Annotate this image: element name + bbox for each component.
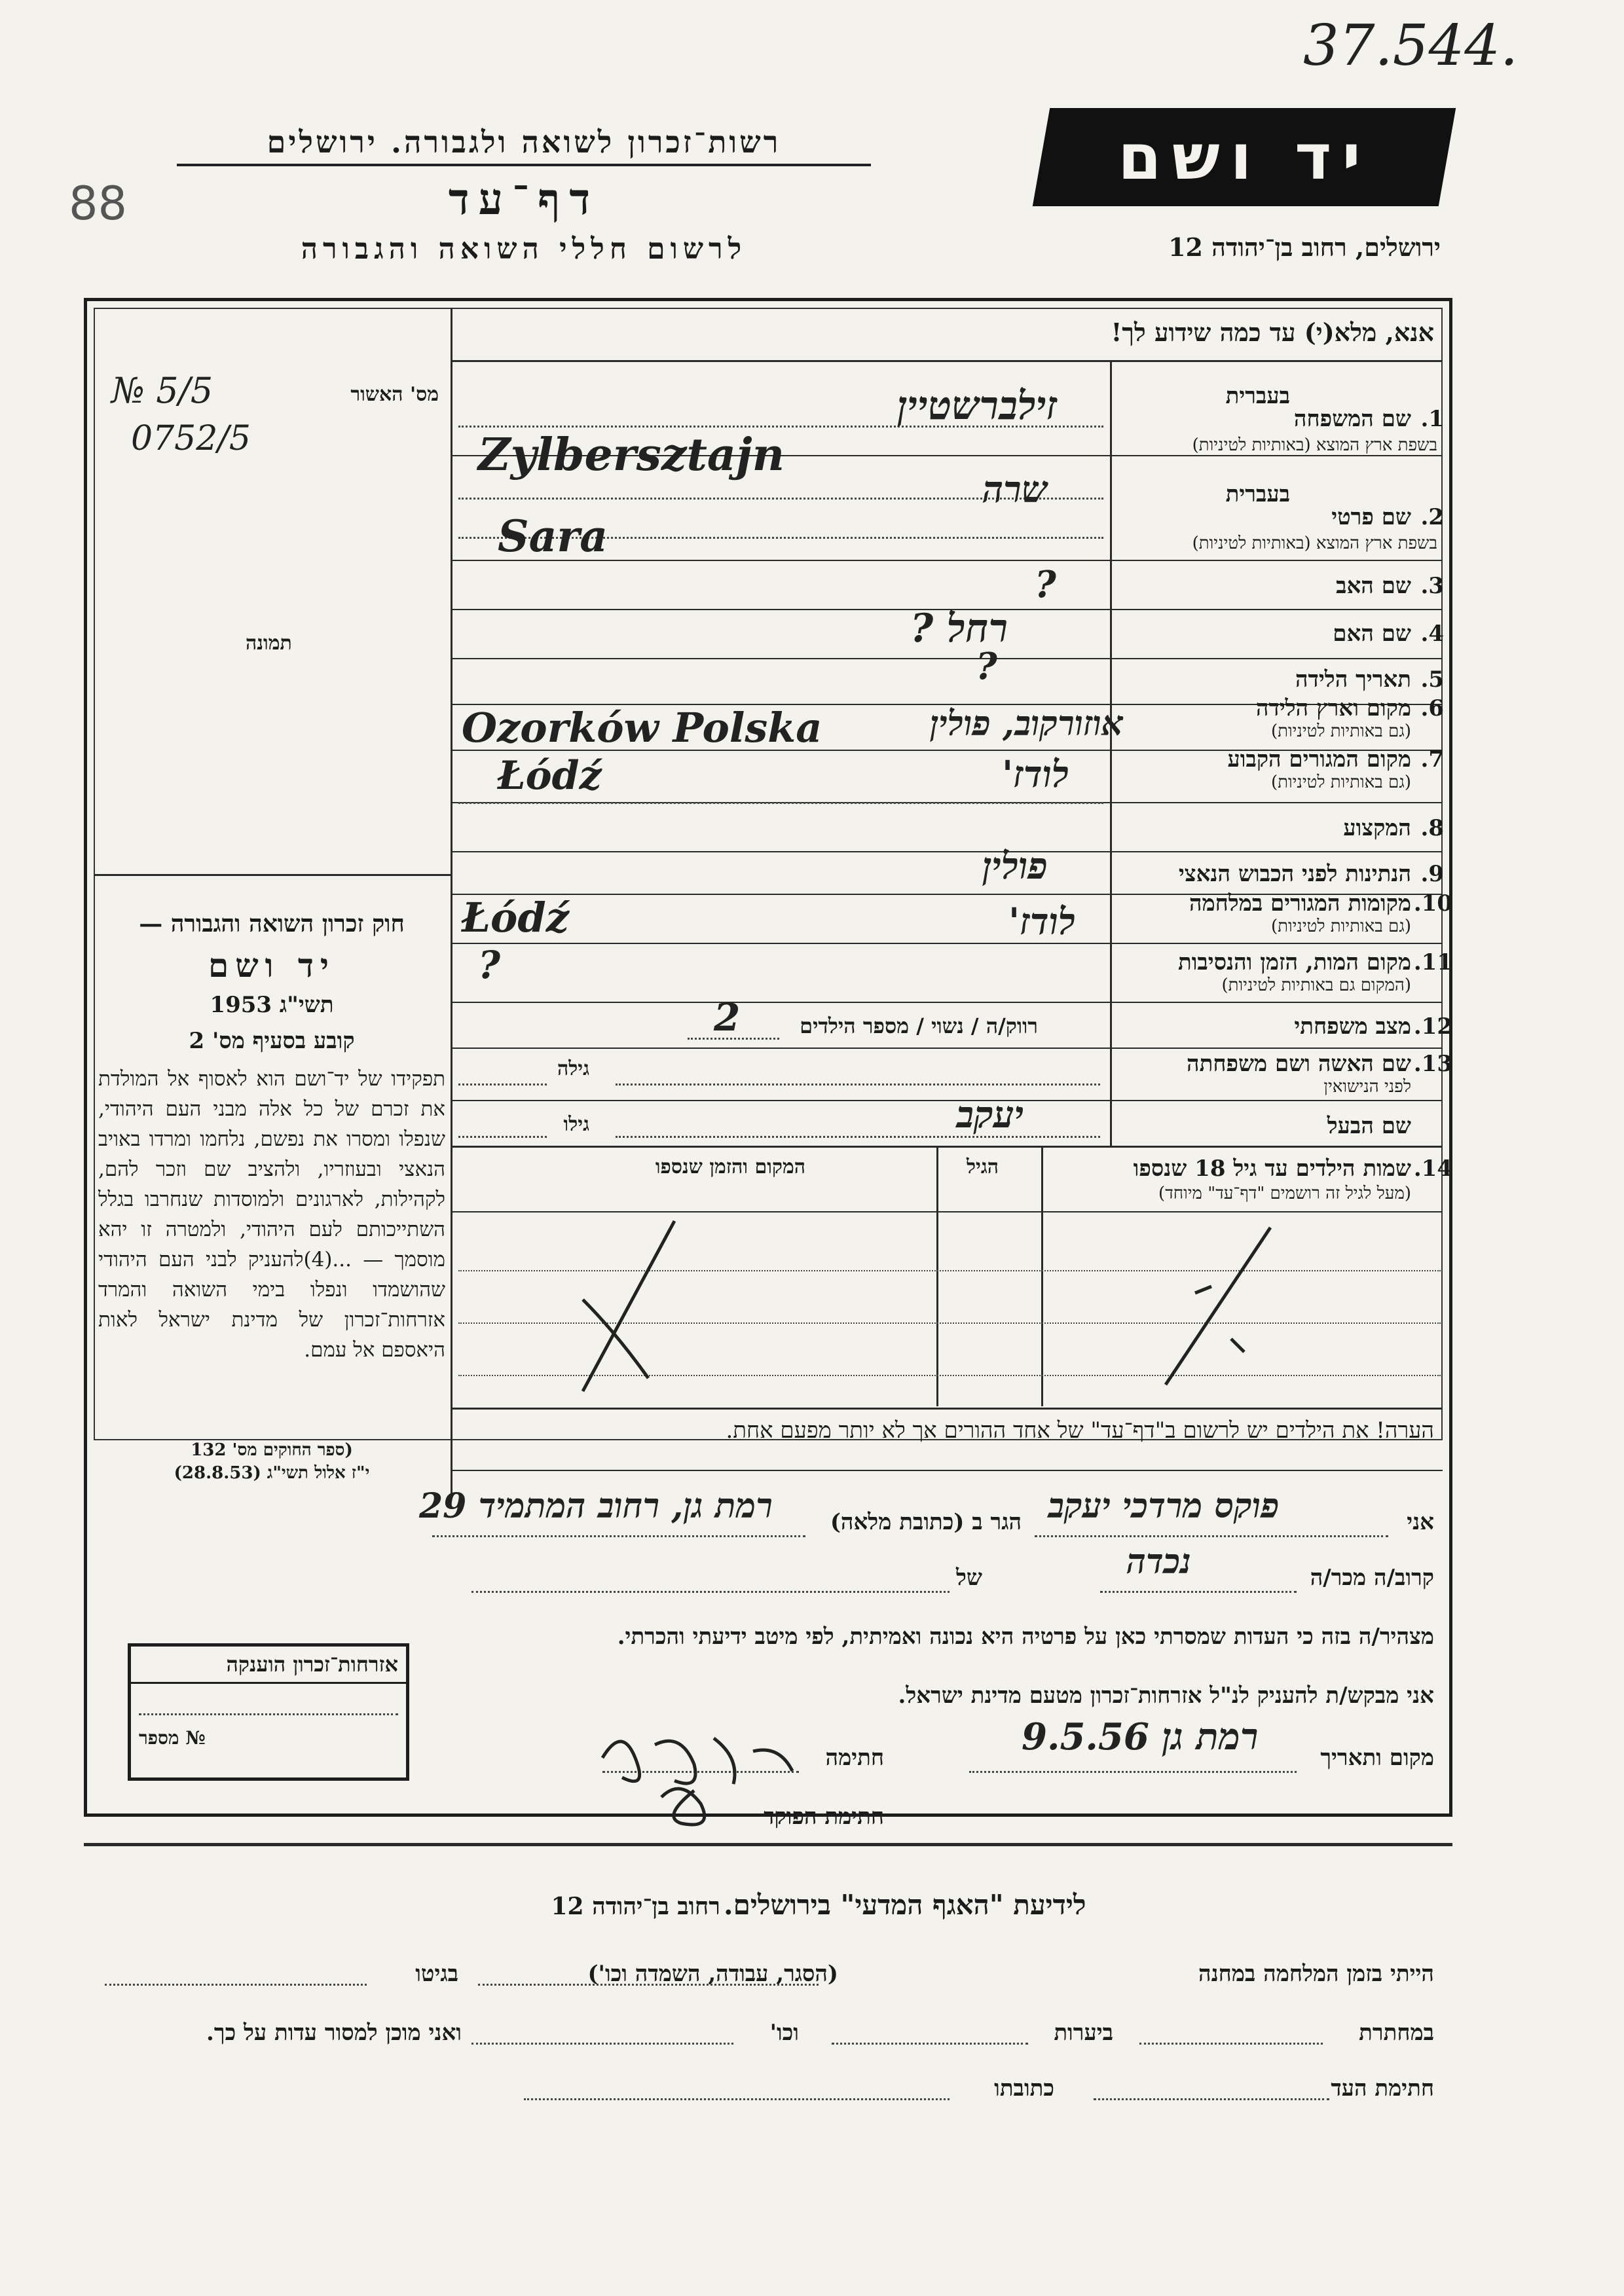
margin-number: 88 bbox=[69, 177, 128, 230]
field-6-label: מקום וארץ הלידה bbox=[1255, 695, 1411, 721]
research-line2-a: במחתרת bbox=[1359, 2020, 1434, 2046]
approval-number-2: 0752/5 bbox=[131, 419, 251, 458]
law-ref-1: (ספר החוקים מס' 132 bbox=[191, 1440, 353, 1460]
logo-text: יד ושם bbox=[1117, 120, 1371, 194]
field-7-label: מקום המגורים הקבוע bbox=[1227, 746, 1411, 773]
research-line2-d: ואני מוכן למסור עדות על כך. bbox=[206, 2020, 462, 2046]
law-clause: קובע בסעיף מס' 2 bbox=[189, 1028, 355, 1054]
children-label: שמות הילדים עד גיל 18 שנספו bbox=[1133, 1156, 1411, 1182]
field-7-number: 7. bbox=[1420, 746, 1444, 773]
wife-age-label: גילה bbox=[557, 1057, 589, 1080]
research-line1-a: הייתי בזמן המלחמה במחנה bbox=[1198, 1961, 1434, 1987]
law-year-row bbox=[98, 992, 445, 1018]
research-line2-c: וכו' bbox=[769, 2020, 799, 2046]
form-title: דף־עד bbox=[448, 173, 600, 225]
wartime-residence-latin: Łódź bbox=[462, 894, 569, 941]
residence-hebrew: לודז' bbox=[1002, 753, 1069, 796]
field-3-label: שם האב bbox=[1336, 573, 1411, 599]
declarant-name: פוקס מרדכי יעקב bbox=[1048, 1486, 1280, 1526]
field-1-label: שם המשפחה bbox=[1293, 406, 1411, 432]
field-1-sub: בשפת ארץ המוצא (באותיות לטיניות) bbox=[1192, 435, 1437, 455]
field-11-number: 11. bbox=[1413, 949, 1452, 975]
death-place: ? bbox=[478, 943, 500, 987]
children-count: 2 bbox=[714, 995, 741, 1040]
children-col-age: הגיל bbox=[966, 1156, 999, 1178]
children-sub: (מעל לגיל זה רושמים "דף־עד" מיוחד) bbox=[1158, 1184, 1411, 1203]
first-name-hebrew: שרה bbox=[982, 468, 1048, 511]
mother-name: רחל ? bbox=[910, 606, 1008, 651]
field-10-sub: (גם באותיות לטיניות) bbox=[1270, 917, 1411, 936]
field-12-number: 12. bbox=[1413, 1013, 1452, 1040]
law-name: יד ושם bbox=[208, 946, 335, 985]
relation-value: נכדה bbox=[1126, 1542, 1192, 1582]
law-text: תפקידו של יד־ושם הוא לאסוף אל המולדת את זכרם של כל אלה מבני העם היהודי, שנפלו ומסרו את נפשם, נלחמו ומרדו באויב הנאצי ובעוזריו, ולהציב שם וזכר להם, לקהילות, לארגונים ולמוסדות שנחרבו בגלל השתייכותם לעם היהודי, ולמטרה זו יהא מוסמך — ...(4)להעניק לבני העם היהודי שהושמדו ונפלו בימי השואה והמרד אזרחות־זכרון של מדינת ישראל לאות היאספם אל עמם. bbox=[98, 1067, 445, 1362]
research-title: לידיעת "האגף המדעי" בירושלים. bbox=[723, 1889, 1086, 1921]
field-2-label: שם פרטי bbox=[1331, 504, 1411, 530]
law-title: חוק זכרון השואה והגבורה — bbox=[139, 910, 405, 938]
declarant-address: רמת גן, רחוב המתמיד 29 bbox=[419, 1486, 773, 1526]
research-line1-c: בגיטו bbox=[415, 1961, 458, 1987]
field-11-label: מקום המות, הזמן והנסיבות bbox=[1177, 949, 1411, 975]
field-9-number: 9. bbox=[1420, 861, 1444, 887]
field-2-number: 2. bbox=[1420, 504, 1444, 530]
relative-label: קרוב/ה מכר/ה bbox=[1310, 1565, 1434, 1591]
father-name: ? bbox=[1035, 563, 1056, 606]
field-13-label: שם האשה ושם משפחתה bbox=[1187, 1051, 1411, 1077]
field-10-label: מקומות המגורים במלחמה bbox=[1189, 890, 1411, 917]
children-note: הערה! את הילדים יש לרשום ב"דף־עד" של אחד ההורים אך לא יותר מפעם אחת. bbox=[726, 1417, 1434, 1444]
field-13-number: 13. bbox=[1413, 1051, 1452, 1077]
law-year-hebrew: תשי"ג bbox=[279, 992, 334, 1018]
field-6-number: 6. bbox=[1420, 695, 1444, 721]
archive-number: 37.544. bbox=[1303, 13, 1519, 79]
research-line3-b: כתובתו bbox=[994, 2075, 1054, 2102]
research-line2-b: ביערות bbox=[1054, 2020, 1113, 2046]
first-name-latin: Sara bbox=[498, 511, 608, 562]
declaration-statement: מצהיר/ה בזה כי העדות שמסרתי כאן על פרטיה היא נכונה ואמיתית, לפי מיטב ידיעתי והכרתי. bbox=[617, 1624, 1434, 1650]
field-1-heb-label: בעברית bbox=[1225, 383, 1290, 409]
children-number: 14. bbox=[1413, 1156, 1452, 1182]
signature-label: חתימה bbox=[825, 1745, 884, 1771]
field-7-sub: (גם באותיות לטיניות) bbox=[1270, 773, 1411, 792]
field-4-label: שם האם bbox=[1333, 621, 1411, 647]
instruction: אנא, מלא(י) עד כמה שידוע לך! bbox=[1111, 318, 1434, 347]
children-strike-marks bbox=[452, 1214, 1441, 1404]
yad-vashem-logo bbox=[1033, 108, 1456, 206]
approval-number: № 5/5 bbox=[111, 370, 213, 411]
field-1-number: 1. bbox=[1420, 406, 1444, 432]
law-year: 1953 bbox=[210, 992, 272, 1018]
field-3-number: 3. bbox=[1420, 573, 1444, 599]
place-date-value: רמת גן 9.5.56 bbox=[1022, 1715, 1259, 1758]
declarant-i-label: אני bbox=[1407, 1509, 1434, 1535]
field-4-number: 4. bbox=[1420, 621, 1444, 647]
form-subtitle: לרשום חללי השואה והגבורה bbox=[301, 232, 747, 266]
citizenship-number-label: № מספר bbox=[139, 1727, 206, 1749]
of-label: של bbox=[956, 1565, 982, 1591]
birth-place-latin: Ozorków Polska bbox=[462, 704, 822, 752]
research-title-row bbox=[458, 1889, 1179, 1922]
org-title: רשות־זכרון לשואה ולגבורה. ירושלים bbox=[177, 124, 871, 166]
place-date-label: מקום ותאריך bbox=[1320, 1745, 1434, 1771]
research-line3-a: חתימת העד bbox=[1331, 2075, 1434, 2102]
research-line1-b: (הסגר, עבודה, השמדה וכו') bbox=[587, 1961, 838, 1987]
approval-label: מס' האשור bbox=[350, 383, 439, 406]
field-5-number: 5. bbox=[1420, 666, 1444, 693]
residence-latin: Łódź bbox=[498, 753, 602, 799]
children-col-place: המקום והזמן שנספו bbox=[655, 1156, 805, 1178]
citizenship-box bbox=[128, 1643, 409, 1781]
field-8-label: המקצוע bbox=[1343, 815, 1411, 841]
birth-place-hebrew: אוזורקוב, פולין bbox=[930, 704, 1124, 744]
declaration-request: אני מבקש/ת להעניק לנ"ל אזרחות־זכרון מטעם מדינת ישראל. bbox=[898, 1683, 1434, 1709]
field-8-number: 8. bbox=[1420, 815, 1444, 841]
citizenship-box-title: אזרחות־זכרון הוענקה bbox=[131, 1647, 406, 1684]
field-11-sub: (המקום גם באותיות לטיניות) bbox=[1221, 975, 1411, 995]
officer-signature-label: חתימת הפוקד bbox=[764, 1804, 884, 1830]
residing-label: הגר ב (כתובת מלאה) bbox=[830, 1509, 1022, 1535]
field-12-label: מצב משפחתי bbox=[1294, 1013, 1411, 1040]
husband-label: שם הבעל bbox=[1327, 1113, 1411, 1139]
family-name-hebrew: זילברשטיין bbox=[897, 383, 1058, 429]
wartime-residence-hebrew: לודז' bbox=[1008, 900, 1076, 943]
birth-date: ? bbox=[976, 645, 997, 688]
header-address: ירושלים, רחוב בן־יהודה 12 bbox=[1168, 232, 1441, 262]
field-13-sub: לפני הנישואין bbox=[1323, 1077, 1411, 1097]
field-10-number: 10. bbox=[1413, 890, 1452, 917]
field-5-label: תאריך הלידה bbox=[1295, 666, 1411, 693]
field-2-heb-label: בעברית bbox=[1225, 481, 1290, 507]
field-9-label: הנתינות לפני הכבוש הנאצי bbox=[1178, 861, 1411, 887]
family-name-latin: Zylbersztajn bbox=[478, 429, 785, 481]
husband-name: יעקב bbox=[956, 1093, 1024, 1137]
marital-options: רווק/ה / נשוי / מספר הילדים bbox=[800, 1013, 1038, 1038]
law-ref-2: י"ז אלול תשי"ג (28.8.53) bbox=[174, 1463, 370, 1483]
field-2-sub: בשפת ארץ המוצא (באותיות לטיניות) bbox=[1192, 534, 1437, 553]
field-6-sub: (גם באותיות לטיניות) bbox=[1270, 721, 1411, 741]
husband-age-label: גילו bbox=[563, 1113, 589, 1136]
research-address: רחוב בן־יהודה 12 bbox=[551, 1893, 720, 1920]
photo-label: תמונה bbox=[246, 632, 292, 655]
nationality: פולין bbox=[982, 845, 1048, 888]
